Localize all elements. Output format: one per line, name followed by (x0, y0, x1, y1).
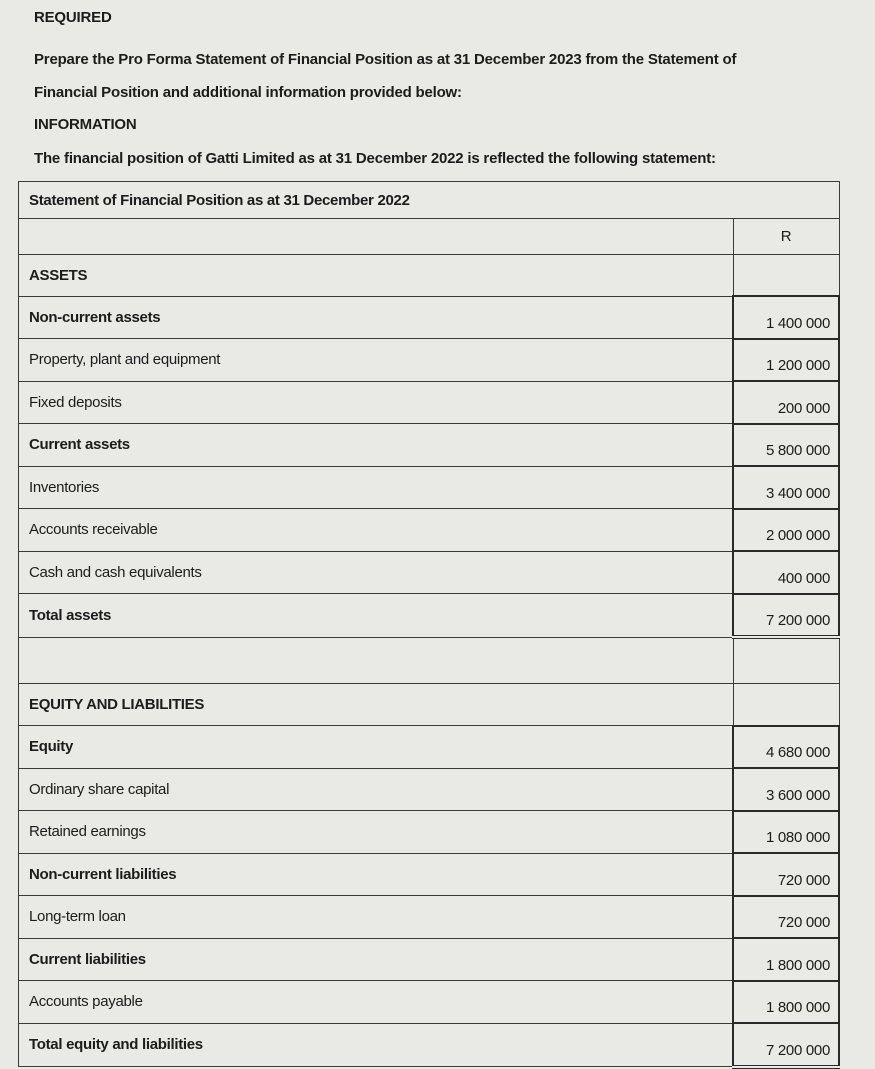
row-amount: 5 800 000 (733, 424, 839, 467)
header-label-cell (19, 219, 734, 255)
row-amount: 3 400 000 (733, 466, 839, 509)
row-label: Non-current liabilities (19, 853, 734, 896)
row-amount: 1 800 000 (733, 938, 839, 981)
row-amount: 1 200 000 (733, 339, 839, 382)
row-amount: 3 600 000 (733, 768, 839, 811)
row-amount: 7 200 000 (733, 1023, 839, 1067)
row-amount: 400 000 (733, 551, 839, 594)
statement-row (19, 637, 840, 684)
row-amount: 1 400 000 (733, 296, 839, 339)
row-label: Non-current assets (19, 296, 734, 339)
row-amount: 1 800 000 (733, 981, 839, 1024)
row-label: Long-term loan (19, 896, 734, 939)
statement-row (19, 981, 840, 1024)
statement-row (19, 811, 840, 854)
currency-header: R (733, 219, 839, 255)
row-label: Equity (19, 726, 734, 769)
row-label: ASSETS (19, 254, 734, 296)
required-heading: REQUIRED (34, 9, 112, 26)
row-label: Current assets (19, 424, 734, 467)
statement-row (19, 339, 840, 382)
row-label: EQUITY AND LIABILITIES (19, 684, 734, 726)
statement-row (19, 853, 840, 896)
statement-row (19, 424, 840, 467)
row-label: Cash and cash equivalents (19, 551, 734, 594)
statement-row (19, 684, 840, 726)
context-paragraph: The financial position of Gatti Limited as at 31 December 2022 is reflected the following statement: (34, 150, 716, 167)
instruction-line-2: Financial Position and additional information provided below: (34, 84, 462, 101)
row-amount (733, 637, 839, 684)
statement-row (19, 768, 840, 811)
statement-row (19, 509, 840, 552)
statement-row (19, 381, 840, 424)
row-amount: 200 000 (733, 381, 839, 424)
row-label: Ordinary share capital (19, 768, 734, 811)
statement-row (19, 896, 840, 939)
row-label: Property, plant and equipment (19, 339, 734, 382)
row-amount: 720 000 (733, 896, 839, 939)
row-amount: 7 200 000 (733, 594, 839, 638)
row-amount (733, 254, 839, 296)
row-label: Fixed deposits (19, 381, 734, 424)
row-label: Accounts payable (19, 981, 734, 1024)
row-amount: 4 680 000 (733, 726, 839, 769)
information-heading: INFORMATION (34, 116, 137, 133)
row-label: Total assets (19, 594, 734, 638)
row-amount (733, 684, 839, 726)
row-label (19, 637, 734, 684)
row-label: Current liabilities (19, 938, 734, 981)
statement-row (19, 938, 840, 981)
statement-row (19, 1023, 840, 1067)
row-label: Accounts receivable (19, 509, 734, 552)
statement-row (19, 726, 840, 769)
row-amount: 2 000 000 (733, 509, 839, 552)
statement-title: Statement of Financial Position as at 31 December 2022 (19, 182, 840, 219)
statement-row (19, 296, 840, 339)
statement-row (19, 466, 840, 509)
statement-table (18, 181, 840, 1069)
statement-row (19, 551, 840, 594)
row-label: Retained earnings (19, 811, 734, 854)
row-amount: 720 000 (733, 853, 839, 896)
row-amount: 1 080 000 (733, 811, 839, 854)
row-label: Total equity and liabilities (19, 1023, 734, 1067)
statement-row (19, 254, 840, 296)
instruction-line-1: Prepare the Pro Forma Statement of Financial Position as at 31 December 2023 from the Statement of (34, 51, 737, 68)
statement-row (19, 594, 840, 638)
row-label: Inventories (19, 466, 734, 509)
